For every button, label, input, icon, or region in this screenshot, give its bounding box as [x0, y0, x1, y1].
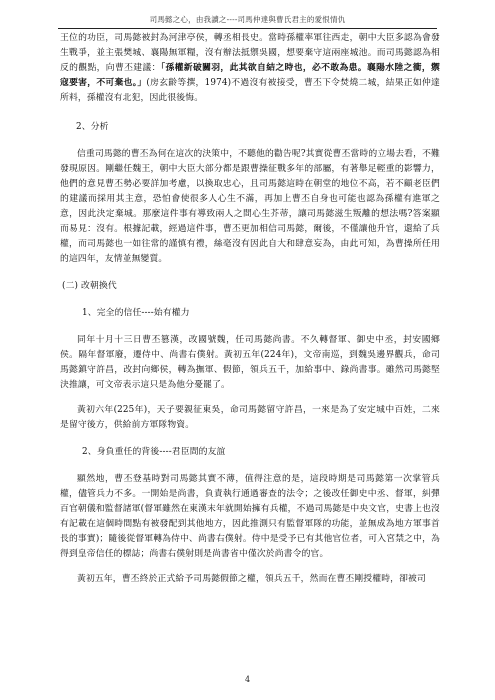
page-number: 4 [244, 675, 251, 684]
paragraph-xuchang-guard: 黃初六年(225年)，天子要親征東吳，命司馬懿留守許昌，一來是為了安定城中百姓，二來是留守後方，供給前方軍隊物資。 [60, 405, 440, 430]
header-divider [58, 28, 437, 29]
running-header: 司馬懿之心，由我讀之----司馬仲達與曹氏君主的愛恨情仇 [149, 15, 346, 24]
paragraph-xiangyang-advice [60, 31, 440, 106]
quotation-text: 「孫權新破關羽，此其欲自結之時也，必不敢為患。襄陽水陸之衝，禦寇要害，不可棄也。」 [60, 63, 440, 88]
section-heading-analysis: 2、分析 [76, 122, 109, 132]
paragraph-jiajie-authority: 黃初五年，曹丕終於正式給予司馬懿假節之權，領兵五千，然而在曹丕剛授權時，卻被司 [77, 574, 426, 584]
paragraph-appointments: 同年十月十三日曹丕篡漢，改國號魏，任司馬懿尚書。不久轉督軍、御史中丞，封安國鄉侯。隔年督軍廢，遷侍中、尚書右僕射。黃初五年(224年)，文帝南巡，到魏吳邊界觀兵，命司馬懿鎮守許昌，改封向鄉侯，轉為撫軍、假節，領兵五千，加給事中、錄尚書事。雖然司馬懿堅決推讓，可文帝表示這只是為他分憂罷了。 [60, 335, 440, 390]
paragraph-analysis: 信重司馬懿的曹丕為何在這次的決策中，不聽他的勸告呢?其實從曹丕當時的立場去看，不難發現原因。剛繼任魏王，朝中大臣大部分都是跟曹操征戰多年的部屬，有著舉足輕重的影響力，他們的意見曹丕勢必要詳加考慮，以換取忠心，且司馬懿這時在朝堂的地位不高，若不顧老臣們的建議而採用其主意，恐怕會使很多人心生不滿，再加上曹丕自身也可能也認為孫權有進軍之意，因此決定棄城。那麼這件事有導致兩人之間心生芥蒂，讓司馬懿滋生叛離的想法嗎?答案顯而易見：沒有。根據記載，經過這件事，曹丕更加相信司馬懿，爾後，不僅讓他升官，還給了兵權，而司馬懿也一如往常的謹慎有禮，絲毫沒有因此自大和肆意妄為，由此可知，為曹操所任用的這四年，友情並無變質。 [60, 149, 440, 264]
section-heading-trust: 1、完全的信任----始有權力 [82, 308, 190, 318]
document-body [60, 31, 440, 587]
chapter-heading: (二) 改朝換代 [62, 281, 117, 291]
paragraph-military-power: 顯然地，曹丕登基時對司馬懿其實不薄，值得注意的是，這段時期是司馬懿第一次掌管兵權，儘管兵力不多。一開始是尚書，負責執行通過審查的法令；之後改任御史中丞、督軍，糾彈百官朝儀和監督諸軍(督軍雖然在東漢末年就開始擁有兵權，不過司馬懿是中央文官，史書上也沒有記載在這個時間點有被發配到其他地方，因此推測只有監督軍隊的功能，並無成為地方軍事首長的事實)；隨後從督軍轉為侍中、尚書右僕射。侍中是受予已有其他官位者，可入宮禁之中，為得到皇帝信任的標誌；尚書右僕射則是尚書省中僅次於尚書令的官。 [60, 474, 440, 559]
paragraph-text: 王位的功臣，司馬懿被封為河津亭侯，轉丞相長史。當時孫權率軍往西走，朝中大臣多認為會發生戰爭，並主張樊城、襄陽無軍糧，沒有辦法抵禦吳國，想要棄守這兩座城池。而司馬懿認為相反的觀點，向曹丕建議： [60, 33, 440, 73]
paragraph-text: (房玄齡等撰，1974)不過沒有被接受，曹丕下令焚燒二城，結果正如仲達所料，孫權沒有北犯，因此很後悔。 [60, 78, 440, 103]
section-heading-friendship: 2、身負重任的背後----君臣間的友誼 [82, 447, 226, 457]
